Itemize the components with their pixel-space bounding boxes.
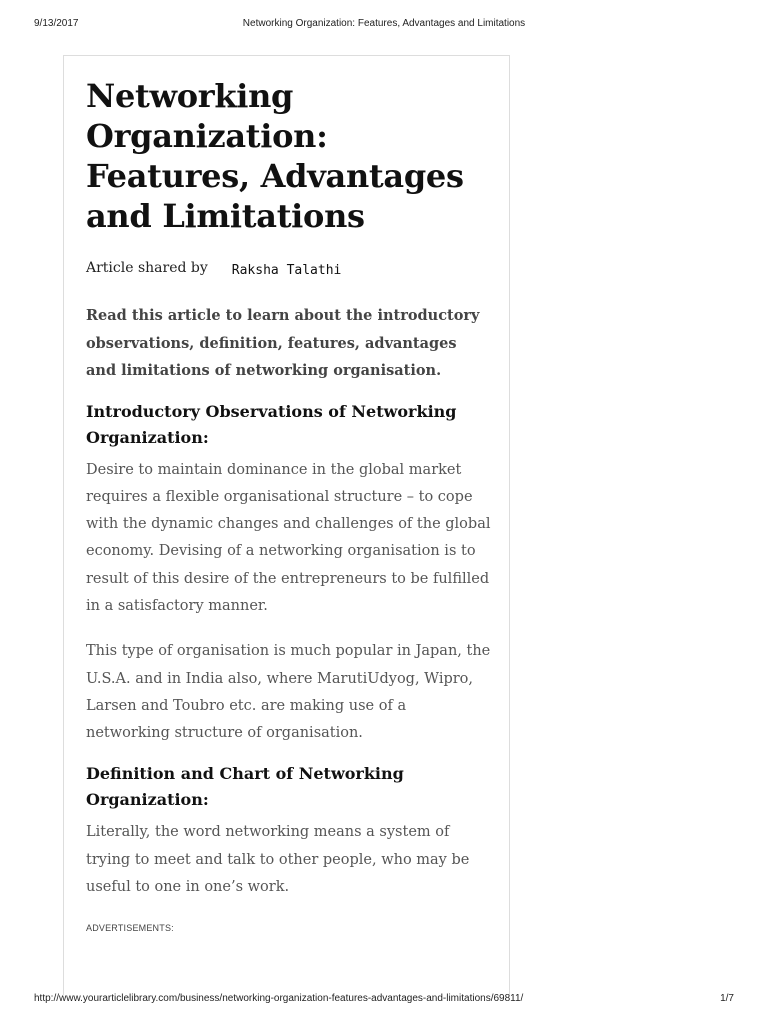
article-intro: Read this article to learn about the introductory observations, definition, features, advantages and limitations of networking organisation. (86, 307, 480, 379)
page-url[interactable]: http://www.yourarticlelibrary.com/business/networking-organization-features-advantages-and-limitations/69811/ (34, 993, 524, 1004)
section-heading-introductory-observations: Introductory Observations of Networking Organization: (86, 401, 457, 447)
paragraph: This type of organisation is much popular in Japan, the U.S.A. and in India also, where MarutiUdyog, Wipro, Larsen and Toubro etc. are making use of a networking structure of organisation. (86, 643, 491, 742)
article-card (63, 55, 510, 995)
print-footer (0, 993, 768, 1007)
article-title: Networking Organization: Features, Advantages and Limitations (86, 77, 464, 235)
advertisements-label: ADVERTISEMENTS: (86, 923, 174, 934)
print-page-title: Networking Organization: Features, Advantages and Limitations (242, 18, 526, 29)
print-date: 9/13/2017 (34, 18, 79, 29)
section-heading-definition-and-chart: Definition and Chart of Networking Organization: (86, 764, 404, 810)
print-header (0, 18, 768, 32)
paragraph: Literally, the word networking means a system of trying to meet and talk to other people, who may be useful to one in one’s work. (86, 824, 470, 896)
author-name[interactable]: Raksha Talathi (231, 262, 342, 278)
paragraph: Desire to maintain dominance in the global market requires a flexible organisational structure – to cope with the dynamic changes and challenges of the global economy. Devising of a networking organisation is to result of this desire of the entrepreneurs to be fulfilled in a satisfactory manner. (86, 461, 491, 614)
byline (86, 256, 491, 280)
page-number: 1/7 (720, 993, 734, 1004)
byline-label: Article shared by (86, 260, 208, 276)
article-content (86, 76, 491, 933)
